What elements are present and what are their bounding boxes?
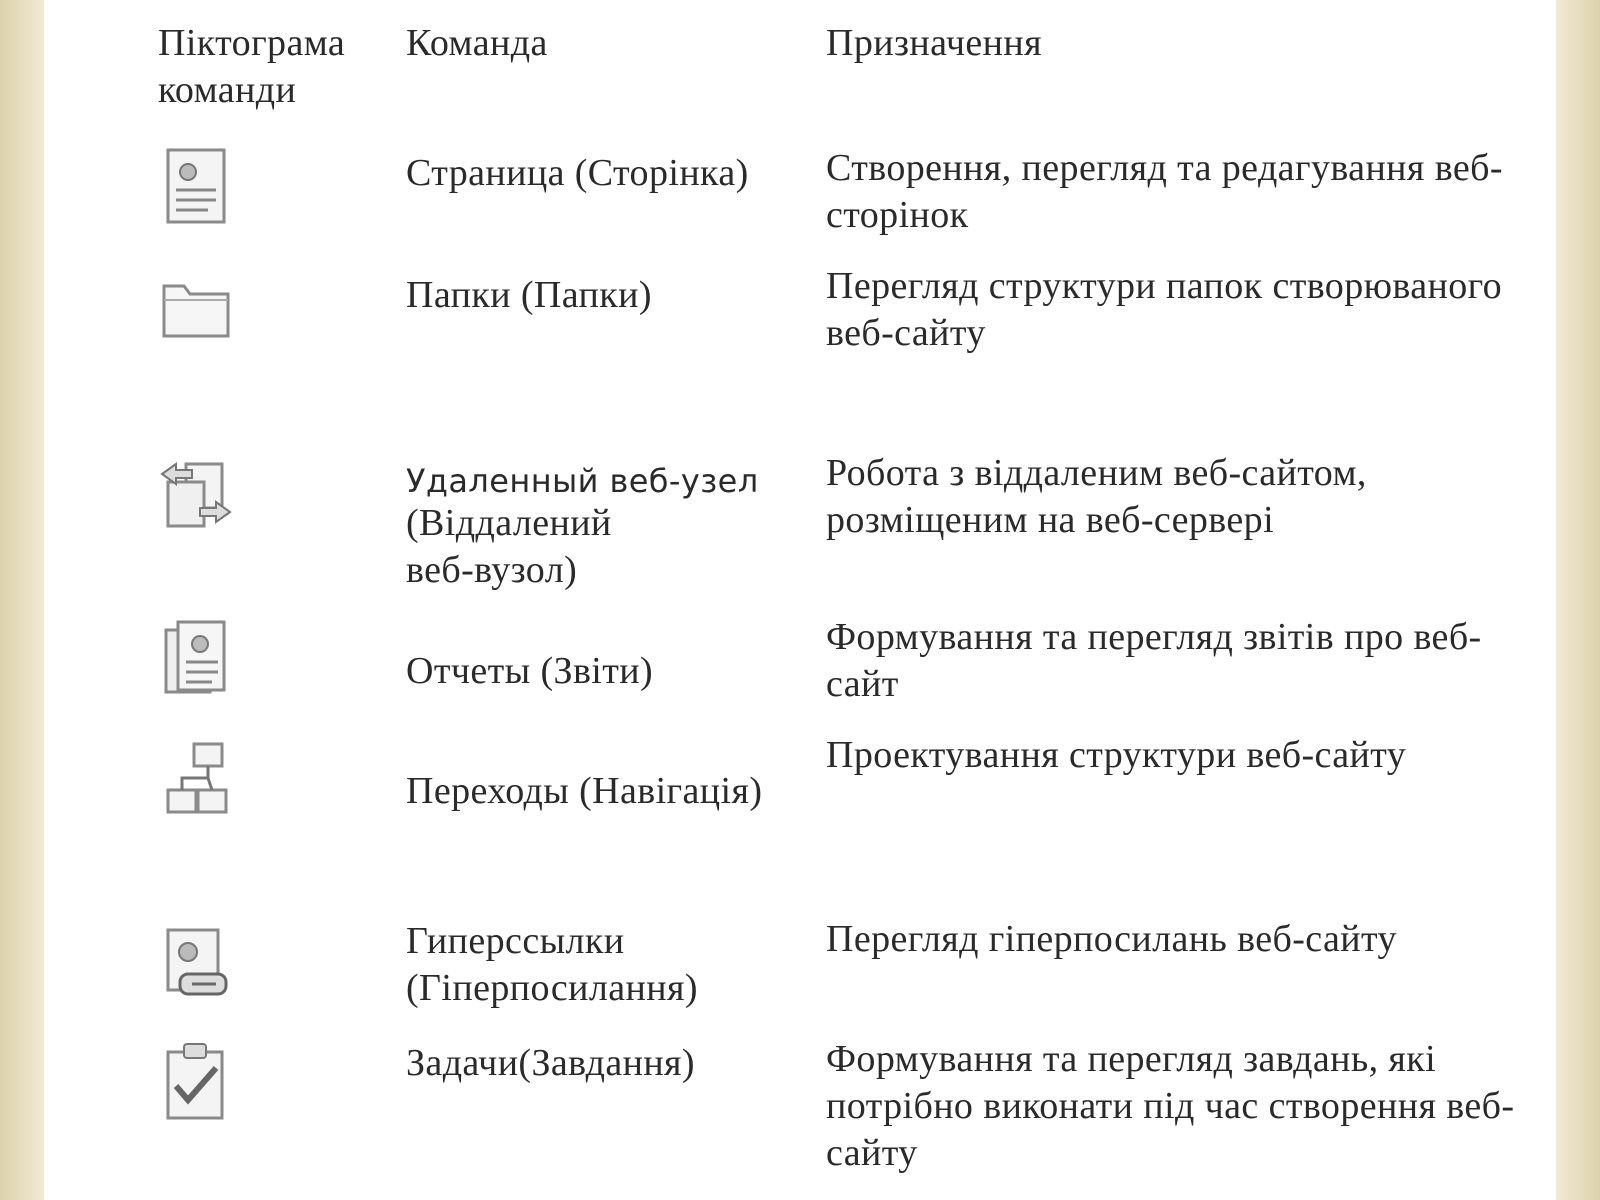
reports-icon: [158, 616, 234, 700]
header-command-column: Команда: [406, 22, 548, 64]
row-5-purpose: Проектування структури веб-сайту: [826, 734, 1407, 776]
hyperlinks-icon: [158, 922, 234, 1006]
remote-site-icon: [158, 452, 234, 536]
row-1-purpose: Створення, перегляд та редагування веб-сторінок: [826, 147, 1503, 236]
folder-icon: [158, 264, 234, 348]
tasks-icon: [158, 1040, 234, 1124]
header-purpose-column: Призначення: [826, 22, 1042, 64]
document-page: [44, 0, 1556, 1200]
navigation-icon: [158, 736, 234, 820]
row-7-command: Задачи(Завдання): [406, 1042, 695, 1084]
row-2-command: Папки (Папки): [406, 274, 652, 316]
header-icon-column: Піктограма команди: [158, 22, 346, 111]
row-6-command: Гиперссылки (Гіперпосилання): [406, 920, 698, 1009]
row-5-command: Переходы (Навігація): [406, 770, 763, 812]
row-1-command: Страница (Сторінка): [406, 152, 749, 194]
page-icon: [158, 144, 234, 228]
row-3-command-line-1: Удаленный веб-узел: [406, 462, 759, 500]
row-3-purpose: Робота з віддаленим веб-сайтом, розміщеним на веб-сервері: [826, 452, 1367, 541]
row-4-command: Отчеты (Звіти): [406, 650, 654, 692]
row-7-purpose: Формування та перегляд завдань, які потрібно виконати під час створення веб-сайту: [826, 1038, 1515, 1174]
row-6-purpose: Перегляд гіперпосилань веб-сайту: [826, 918, 1397, 960]
row-2-purpose: Перегляд структури папок створюваного веб-сайту: [826, 265, 1503, 354]
row-4-purpose: Формування та перегляд звітів про веб-сайт: [826, 616, 1482, 705]
row-3-command-line-2: (Віддалений веб-вузол): [406, 502, 612, 591]
